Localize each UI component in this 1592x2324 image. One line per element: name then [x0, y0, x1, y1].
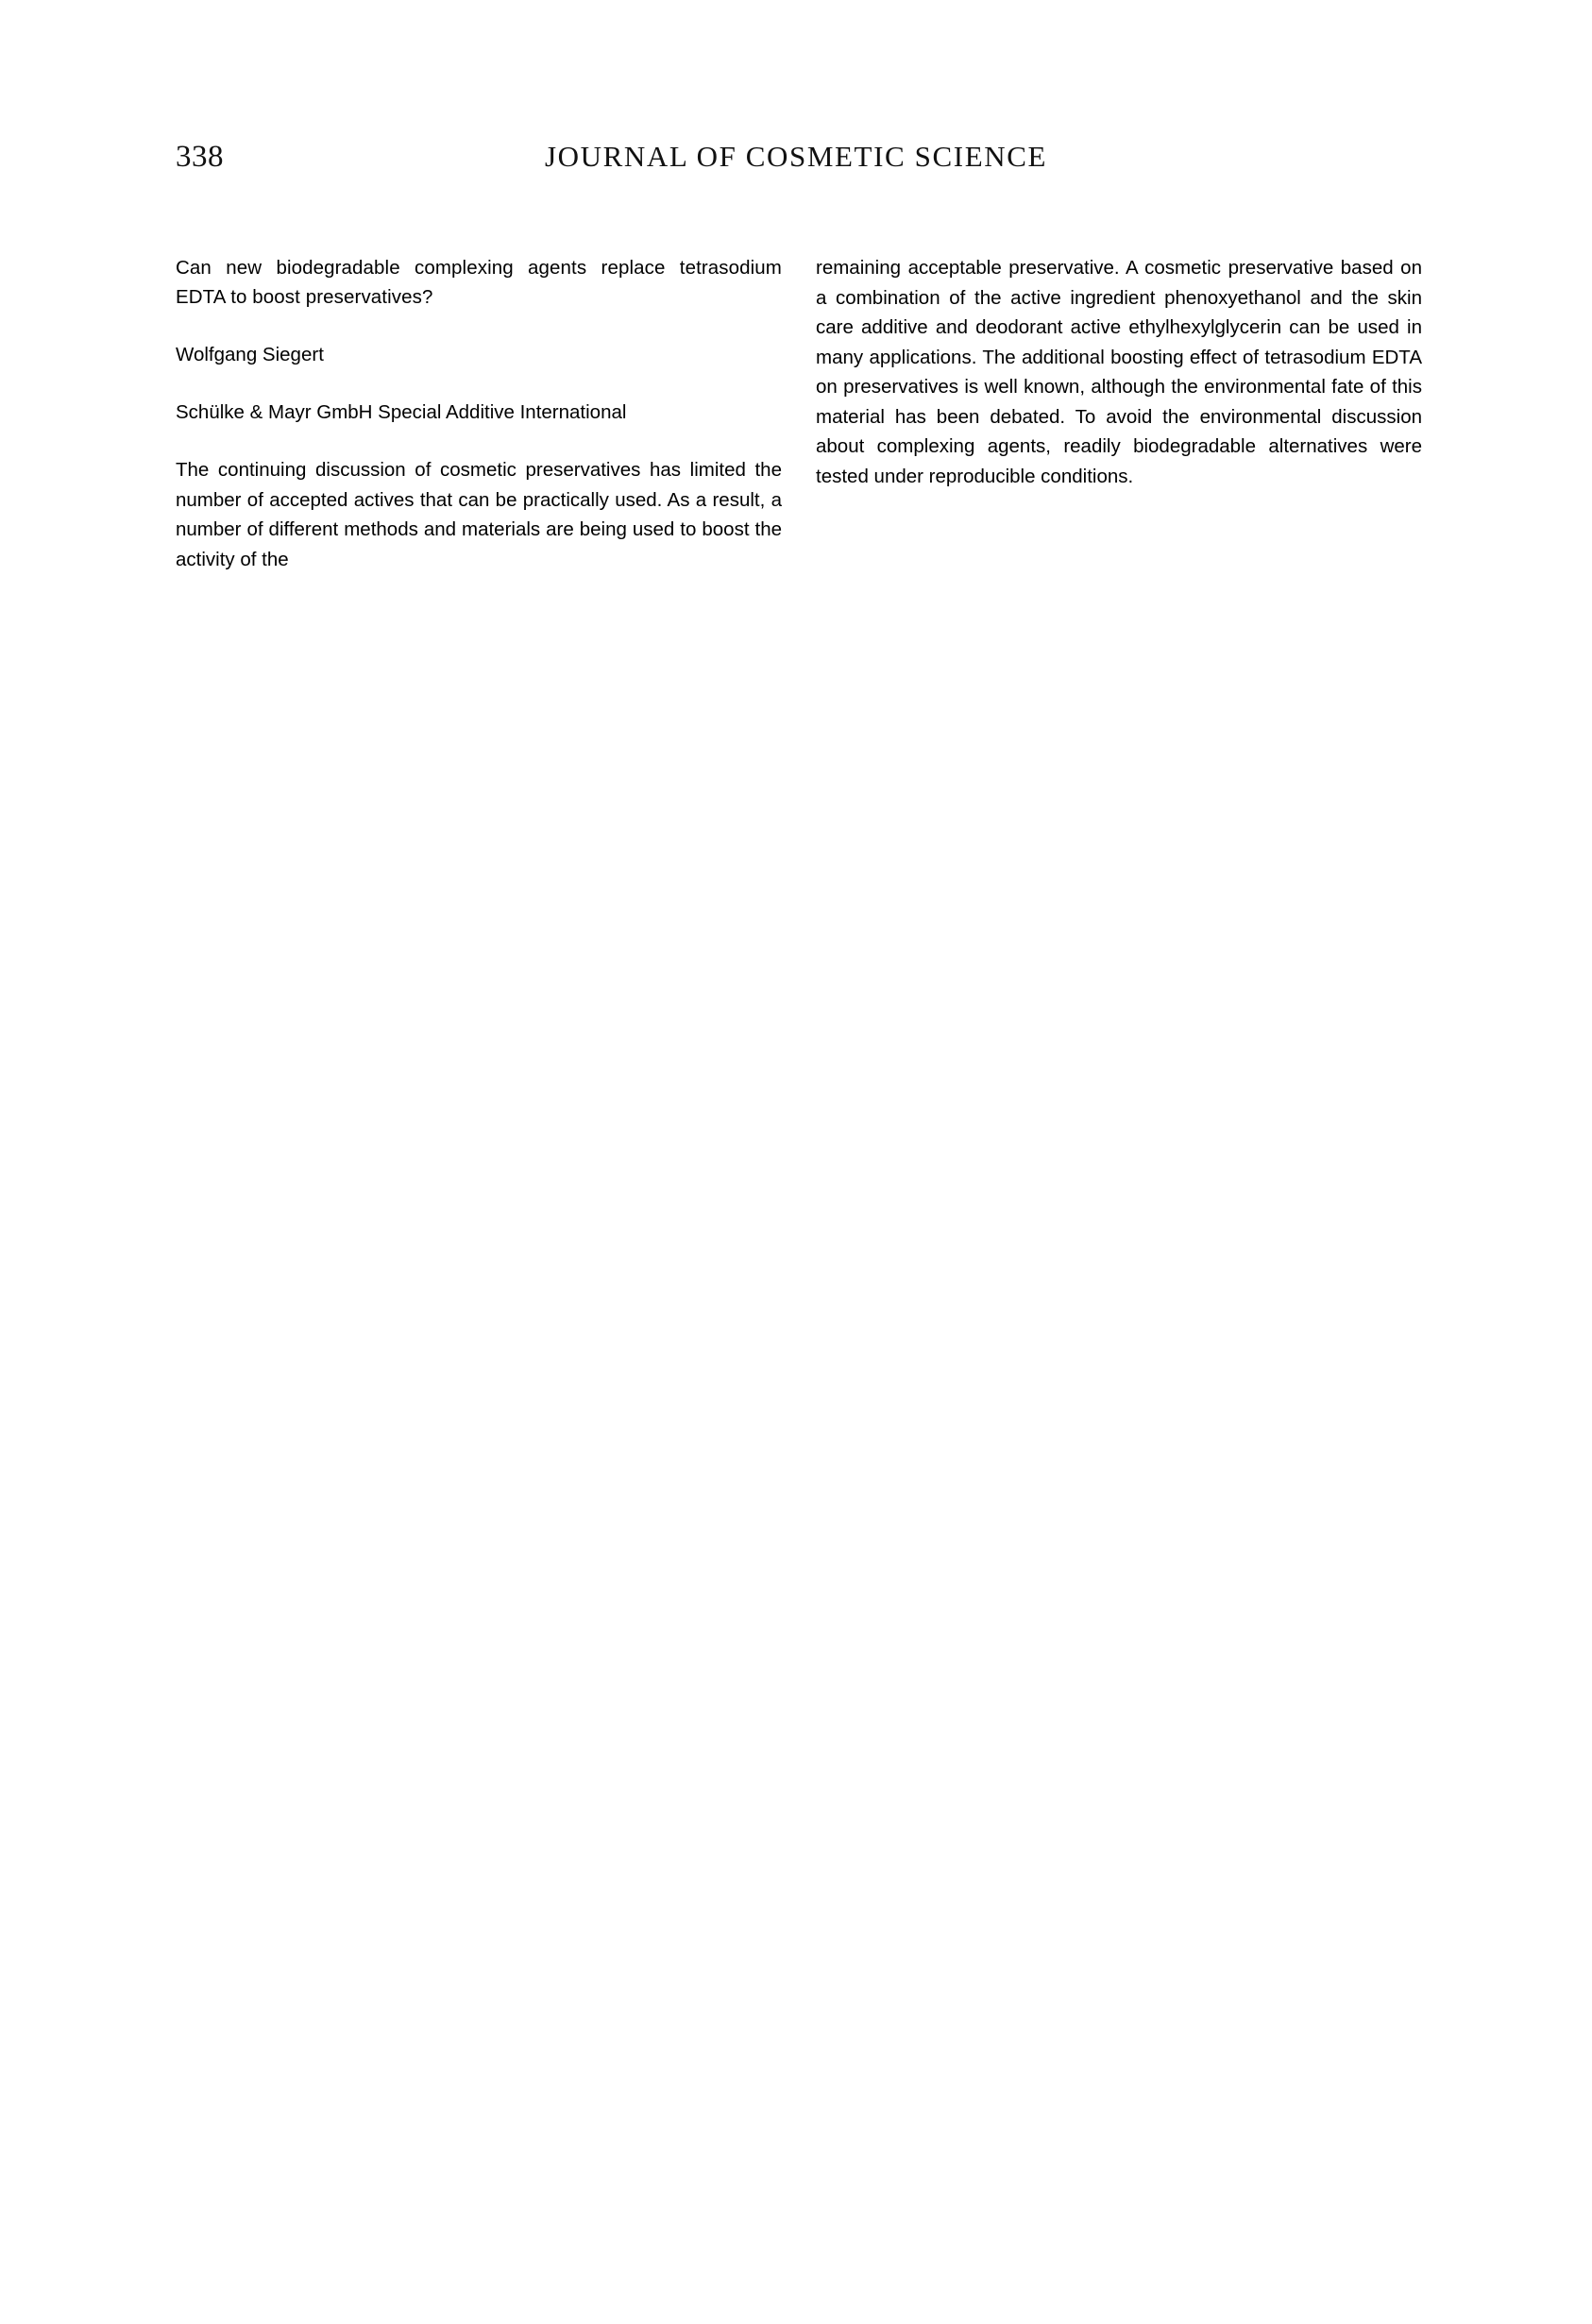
- column-right: [816, 253, 1422, 574]
- column-left: [176, 253, 782, 574]
- article-author: Wolfgang Siegert: [176, 344, 324, 365]
- abstract-paragraph-left: The continuing discussion of cosmetic preservatives has limited the number of accepted actives that can be practically used. As a result, a number of different methods and materials are being used to boost the activity of the: [176, 459, 782, 570]
- journal-title: JOURNAL OF COSMETIC SCIENCE: [544, 140, 1048, 173]
- abstract-paragraph-right: remaining acceptable preservative. A cosmetic preservative based on a combination of the active ingredient phenoxyethanol and the skin care additive and deodorant active ethylhexylglycerin can be used in many applications. The additional boosting effect of tetrasodium EDTA on preservatives is well known, although the environmental fate of this material has been debated. To avoid the environmental discussion about complexing agents, readily biodegradable alternatives were tested under reproducible conditions.: [816, 257, 1422, 487]
- article-title: Can new biodegradable complexing agents replace tetrasodium EDTA to boost preservatives?: [176, 257, 782, 308]
- page-number: 338: [176, 140, 224, 174]
- running-head: [0, 140, 1592, 189]
- body-columns: [176, 253, 1422, 574]
- article-affiliation: Schülke & Mayr GmbH Special Additive International: [176, 401, 627, 423]
